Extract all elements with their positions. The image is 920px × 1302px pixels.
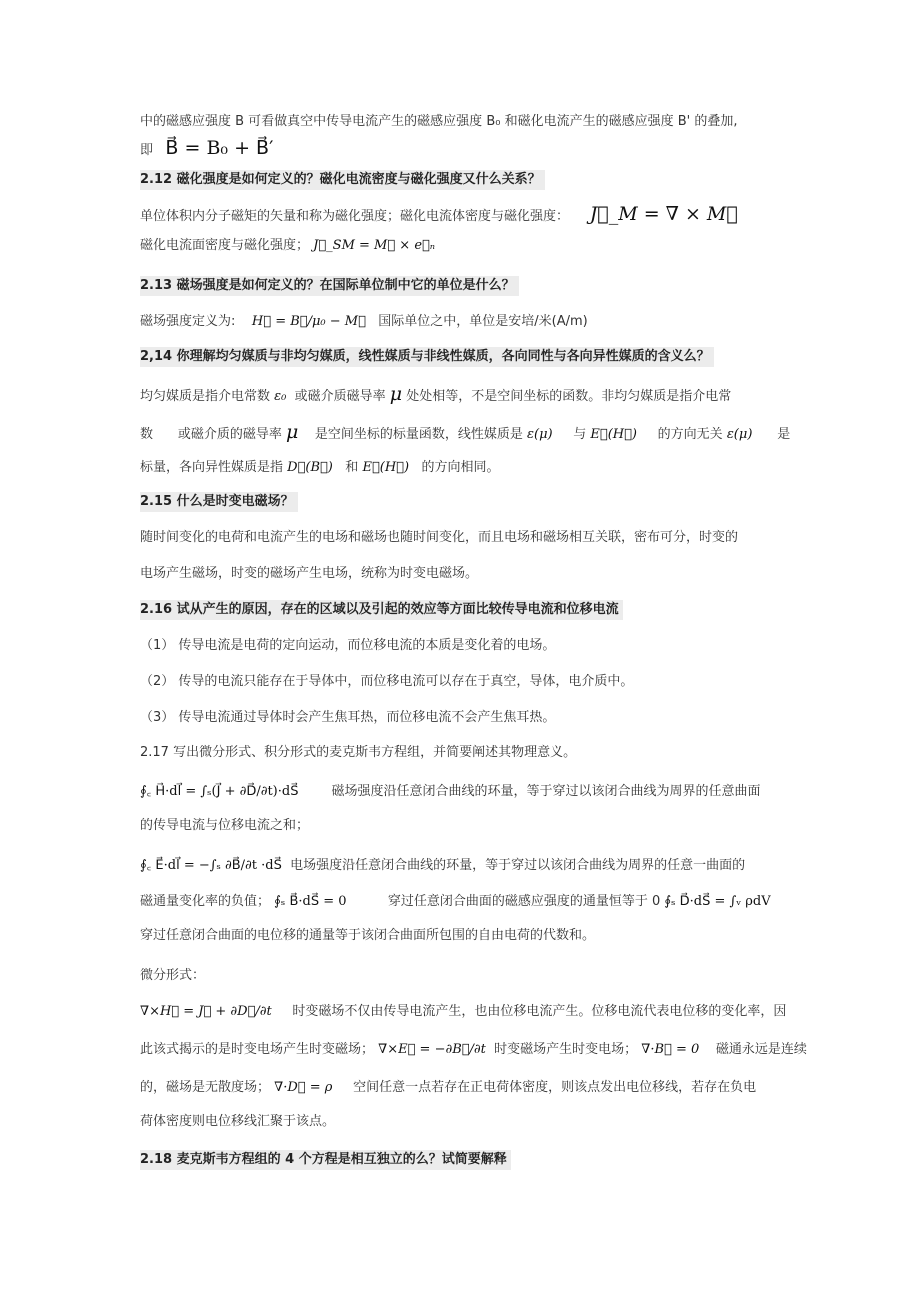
text-line: 标量，各向异性媒质是指 D⃗(B⃗) 和 E⃗(H⃗) 的方向相同。 xyxy=(140,460,500,475)
question-2-18: 2.18 麦克斯韦方程组的 4 个方程是相互独立的么？试简要解释 xyxy=(140,1150,511,1170)
question-2-14: 2,14 你理解均匀媒质与非均匀媒质，线性媒质与非线性媒质，各向同性与各向异性媒质的含义么？ xyxy=(140,347,714,367)
formula-int3: ∮ₛ B⃗·dS⃗ = 0 xyxy=(274,894,347,909)
text-line: 均匀媒质是指介电常数 ε₀ 或磁介质磁导率 μ 处处相等，不是空间坐标的函数。非均匀媒质是指介电常 xyxy=(140,383,732,405)
text-line: 微分形式： xyxy=(140,968,206,983)
formula-b-sum: B⃗ = B₀ + B⃗′ xyxy=(165,137,274,159)
text-line: 磁化电流面密度与磁化强度； J⃗_SM = M⃗ × e⃗ₙ xyxy=(140,238,436,253)
text-line: 磁通量变化率的负值； ∮ₛ B⃗·dS⃗ = 0 穿过任意闭合曲面的磁感应强度的通量恒等于 0 ∮ₛ D⃗·dS⃗ = ∫ᵥ ρdV xyxy=(140,894,771,909)
text-line: ∇×H⃗ = J⃗ + ∂D⃗/∂t 时变磁场不仅由传导电流产生，也由位移电流产生。位移电流代表电位移的变化率，因 xyxy=(140,1004,787,1019)
formula-jsm: J⃗_SM = M⃗ × e⃗ₙ xyxy=(313,238,436,253)
list-item: （2） 传导的电流只能存在于导体中，而位移电流可以存在于真空，导体，电介质中。 xyxy=(140,674,634,689)
text-line: 荷体密度则电位移线汇聚于该点。 xyxy=(140,1114,336,1129)
formula-int2: ∮꜀ E⃗·dl⃗ = −∫ₛ ∂B⃗/∂t ·dS⃗ xyxy=(140,858,282,873)
text-line: ∮꜀ H⃗·dl⃗ = ∫ₛ(J⃗ + ∂D⃗/∂t)·dS⃗ 磁场强度沿任意闭合曲线的环量，等于穿过以该闭合曲线为周界的任意曲面 xyxy=(140,784,761,799)
list-item: （1） 传导电流是电荷的定向运动，而位移电流的本质是变化着的电场。 xyxy=(140,638,556,653)
formula-diff4: ∇·D⃗ = ρ xyxy=(274,1080,333,1095)
question-2-13: 2.13 磁场强度是如何定义的？在国际单位制中它的单位是什么？ xyxy=(140,276,519,296)
question-2-12: 2.12 磁化强度是如何定义的？磁化电流密度与磁化强度又什么关系？ xyxy=(140,170,545,190)
question-2-17: 2.17 写出微分形式、积分形式的麦克斯韦方程组，并简要阐述其物理意义。 xyxy=(140,745,577,760)
text-line: 电场产生磁场，时变的磁场产生电场，统称为时变电磁场。 xyxy=(140,566,479,581)
formula-diff3: ∇·B⃗ = 0 xyxy=(641,1042,700,1057)
formula-int1: ∮꜀ H⃗·dl⃗ = ∫ₛ(J⃗ + ∂D⃗/∂t)·dS⃗ xyxy=(140,784,299,799)
text-line: 单位体积内分子磁矩的矢量和称为磁化强度；磁化电流体密度与磁化强度： J⃗_M = ∇ × M⃗ xyxy=(140,203,738,225)
text-line: 中的磁感应强度 B 可看做真空中传导电流产生的磁感应强度 B₀ 和磁化电流产生的磁感应强度 B' 的叠加, xyxy=(140,114,738,129)
list-item: （3） 传导电流通过导体时会产生焦耳热，而位移电流不会产生焦耳热。 xyxy=(140,710,556,725)
question-2-16: 2.16 试从产生的原因，存在的区域以及引起的效应等方面比较传导电流和位移电流 xyxy=(140,600,623,620)
text-line: 即 B⃗ = B₀ + B⃗′ xyxy=(140,137,274,159)
formula-diff1: ∇×H⃗ = J⃗ + ∂D⃗/∂t xyxy=(140,1004,272,1019)
formula-diff2: ∇×E⃗ = −∂B⃗/∂t xyxy=(378,1042,486,1057)
formula-h-def: H⃗ = B⃗/μ₀ − M⃗ xyxy=(251,314,366,329)
text-line: 的，磁场是无散度场； ∇·D⃗ = ρ 空间任意一点若存在正电荷体密度，则该点发出电位移线，若存在负电 xyxy=(140,1080,757,1095)
text-line: 数 或磁介质的磁导率 μ 是空间坐标的标量函数，线性媒质是 ε(μ) 与 E⃗(H⃗) 的方向无关 ε(μ) 是 xyxy=(140,421,791,443)
text-line: 此该式揭示的是时变电场产生时变磁场； ∇×E⃗ = −∂B⃗/∂t 时变磁场产生时变电场； ∇·B⃗ = 0 磁通永远是连续 xyxy=(140,1042,807,1057)
text-line: 磁场强度定义为: H⃗ = B⃗/μ₀ − M⃗ 国际单位之中，单位是安培/米(A/m) xyxy=(140,314,588,329)
formula-jm: J⃗_M = ∇ × M⃗ xyxy=(589,203,738,225)
question-2-15: 2.15 什么是时变电磁场？ xyxy=(140,492,298,512)
text-line: 穿过任意闭合曲面的电位移的通量等于该闭合曲面所包围的自由电荷的代数和。 xyxy=(140,928,596,943)
text-line: 随时间变化的电荷和电流产生的电场和磁场也随时间变化，而且电场和磁场相互关联，密布可分，时变的 xyxy=(140,530,739,545)
formula-int4: ∮ₛ D⃗·dS⃗ = ∫ᵥ ρdV xyxy=(664,894,771,909)
text-line: ∮꜀ E⃗·dl⃗ = −∫ₛ ∂B⃗/∂t ·dS⃗ 电场强度沿任意闭合曲线的环量，等于穿过以该闭合曲线为周界的任意一曲面的 xyxy=(140,858,746,873)
text-line: 的传导电流与位移电流之和； xyxy=(140,818,310,833)
